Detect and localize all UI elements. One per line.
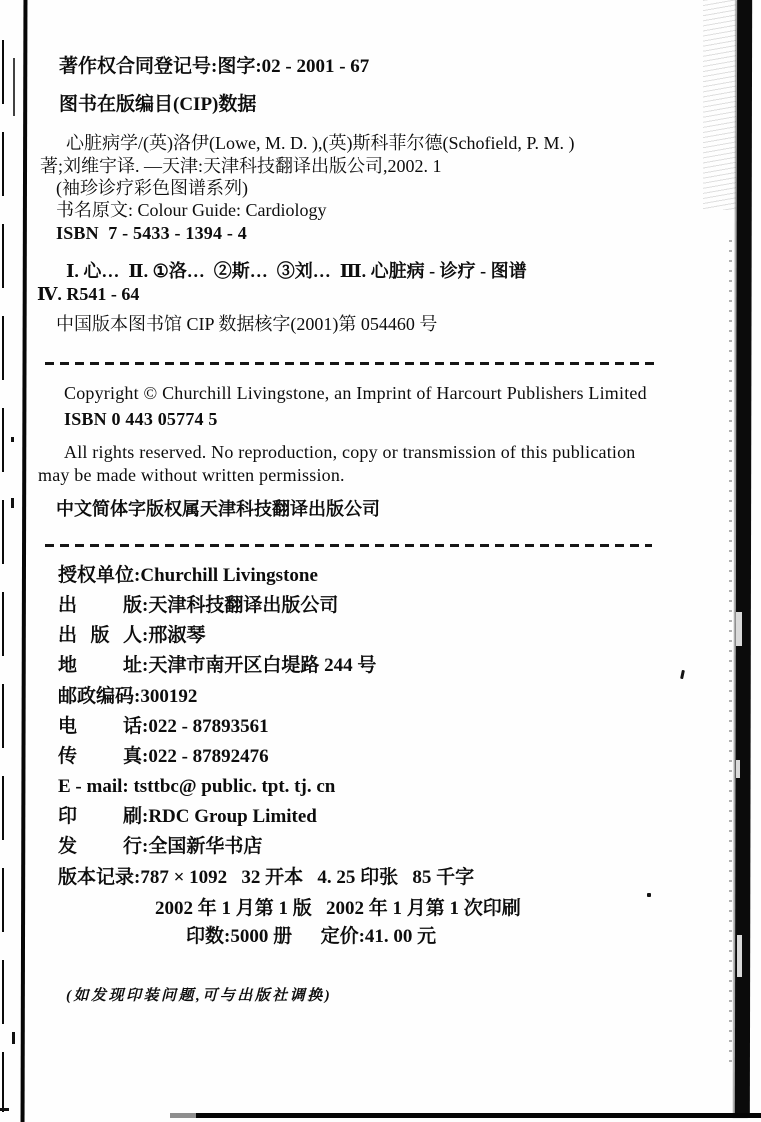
scan-corner-mark	[0, 1108, 9, 1111]
publication-row	[58, 837, 262, 858]
chinese-rights-line: 中文简体字版权属天津科技翻译出版公司	[56, 499, 380, 519]
publication-row	[58, 717, 269, 738]
cip-heading: 图书在版编目(CIP)数据	[59, 94, 257, 115]
isbn-english-line: ISBN 0 443 05774 5	[64, 409, 218, 429]
scan-band-gap	[737, 935, 742, 977]
rights-line-2: may be made without written permission.	[38, 465, 345, 485]
scan-left-speck	[12, 1032, 15, 1044]
print-run-price-line: 印数:5000 册 定价:41. 00 元	[186, 926, 437, 947]
cip-record-number-line: 中国版本图书馆 CIP 数据核字(2001)第 054460 号	[56, 314, 438, 334]
scan-band-gap	[736, 760, 740, 778]
divider-dashed-top	[45, 362, 657, 365]
publication-row-label: E - mail	[58, 776, 123, 797]
scan-left-speck	[11, 498, 14, 508]
cip-original-title-line: 书名原文: Colour Guide: Cardiology	[56, 200, 327, 220]
publication-row	[58, 566, 318, 587]
publication-row	[58, 626, 205, 647]
publication-row	[58, 596, 338, 617]
publication-row-label: 出版	[58, 595, 142, 616]
scan-band-gap	[736, 612, 742, 646]
publication-row-value: 300192	[140, 686, 198, 707]
edition-printing-line: 2002 年 1 月第 1 版 2002 年 1 月第 1 次印刷	[155, 898, 521, 919]
publication-row	[58, 807, 317, 828]
publication-row-label: 版本记录	[58, 867, 135, 888]
rights-line-1: All rights reserved. No reproduction, copy or transmission of this publication	[64, 442, 636, 462]
publication-row-value: 787 × 1092 32 开本 4. 25 印张 85 千字	[140, 867, 475, 888]
scan-spine-line	[21, 0, 28, 1122]
publication-row-label: 邮政编码	[58, 686, 135, 707]
cip-description-line-1: 心脏病学/(英)洛伊(Lowe, M. D. ),(英)斯科菲尔德(Schofield, P. M. )	[66, 133, 575, 153]
publication-row-value: 022 - 87892476	[148, 746, 269, 767]
registration-line: 著作权合同登记号:图字:02 - 2001 - 67	[59, 56, 370, 77]
scan-apostrophe-speck	[680, 670, 685, 679]
publication-row-separator: :	[122, 776, 134, 797]
publication-row	[58, 747, 269, 768]
publication-row-label: 印刷	[58, 806, 142, 827]
cip-description-line-2: 著;刘维宇译. —天津:天津科技翻译出版公司,2002. 1	[40, 156, 442, 176]
publication-row-label: 出版人	[58, 625, 142, 646]
cip-series-line: (袖珍诊疗彩色图谱系列)	[56, 178, 248, 198]
publication-row-separator: :	[142, 655, 149, 676]
publication-row-value: Churchill Livingstone	[140, 565, 318, 586]
publication-row-label: 传真	[58, 746, 142, 767]
scan-bottom-rule	[170, 1113, 761, 1118]
publication-row-separator: :	[142, 625, 149, 646]
publication-row-label: 发行	[58, 836, 142, 857]
publication-row	[58, 868, 474, 889]
publication-row-label: 电话	[58, 716, 142, 737]
publication-row-value: 022 - 87893561	[148, 716, 269, 737]
publication-row-value: 天津科技翻译出版公司	[148, 595, 339, 616]
copyright-line: Copyright © Churchill Livingstone, an Imprint of Harcourt Publishers Limited	[64, 383, 647, 403]
scan-left-speck	[11, 437, 14, 442]
publication-row-separator: :	[134, 565, 141, 586]
publication-row-separator: :	[142, 716, 149, 737]
publication-row-separator: :	[134, 867, 141, 888]
publication-row-value: 邢淑琴	[148, 625, 206, 646]
scan-right-speckle	[729, 240, 732, 1070]
publication-row-separator: :	[142, 595, 149, 616]
publication-row	[58, 777, 335, 798]
publication-row-value: RDC Group Limited	[148, 806, 317, 827]
scan-left-tick	[13, 58, 15, 116]
publication-row	[58, 687, 197, 708]
publication-row-value: 全国新华书店	[148, 836, 263, 857]
publication-row-separator: :	[134, 686, 141, 707]
publication-row-label: 授权单位	[58, 565, 135, 586]
binding-issue-note: (如发现印装问题,可与出版社调换)	[66, 988, 333, 1004]
scan-left-edge-line	[2, 40, 4, 1112]
publication-row-separator: :	[142, 746, 149, 767]
cip-classification-line-2: Ⅳ. R541 - 64	[37, 284, 140, 304]
publication-row	[58, 656, 376, 677]
cip-isbn-line: ISBN 7 - 5433 - 1394 - 4	[56, 223, 248, 243]
publication-row-label: 地址	[58, 655, 142, 676]
scan-dot-speck	[647, 893, 651, 897]
publication-row-separator: :	[142, 806, 149, 827]
publication-row-value: 天津市南开区白堤路 244 号	[148, 655, 377, 676]
divider-dashed-bottom	[45, 544, 652, 547]
publication-row-value: tsttbc@ public. tpt. tj. cn	[133, 776, 336, 797]
publication-row-separator: :	[142, 836, 149, 857]
scan-right-smear	[703, 0, 736, 210]
cip-classification-line-1: Ⅰ. 心… Ⅱ. ①洛… ②斯… ③刘… Ⅲ. 心脏病 - 诊疗 - 图谱	[66, 261, 527, 281]
